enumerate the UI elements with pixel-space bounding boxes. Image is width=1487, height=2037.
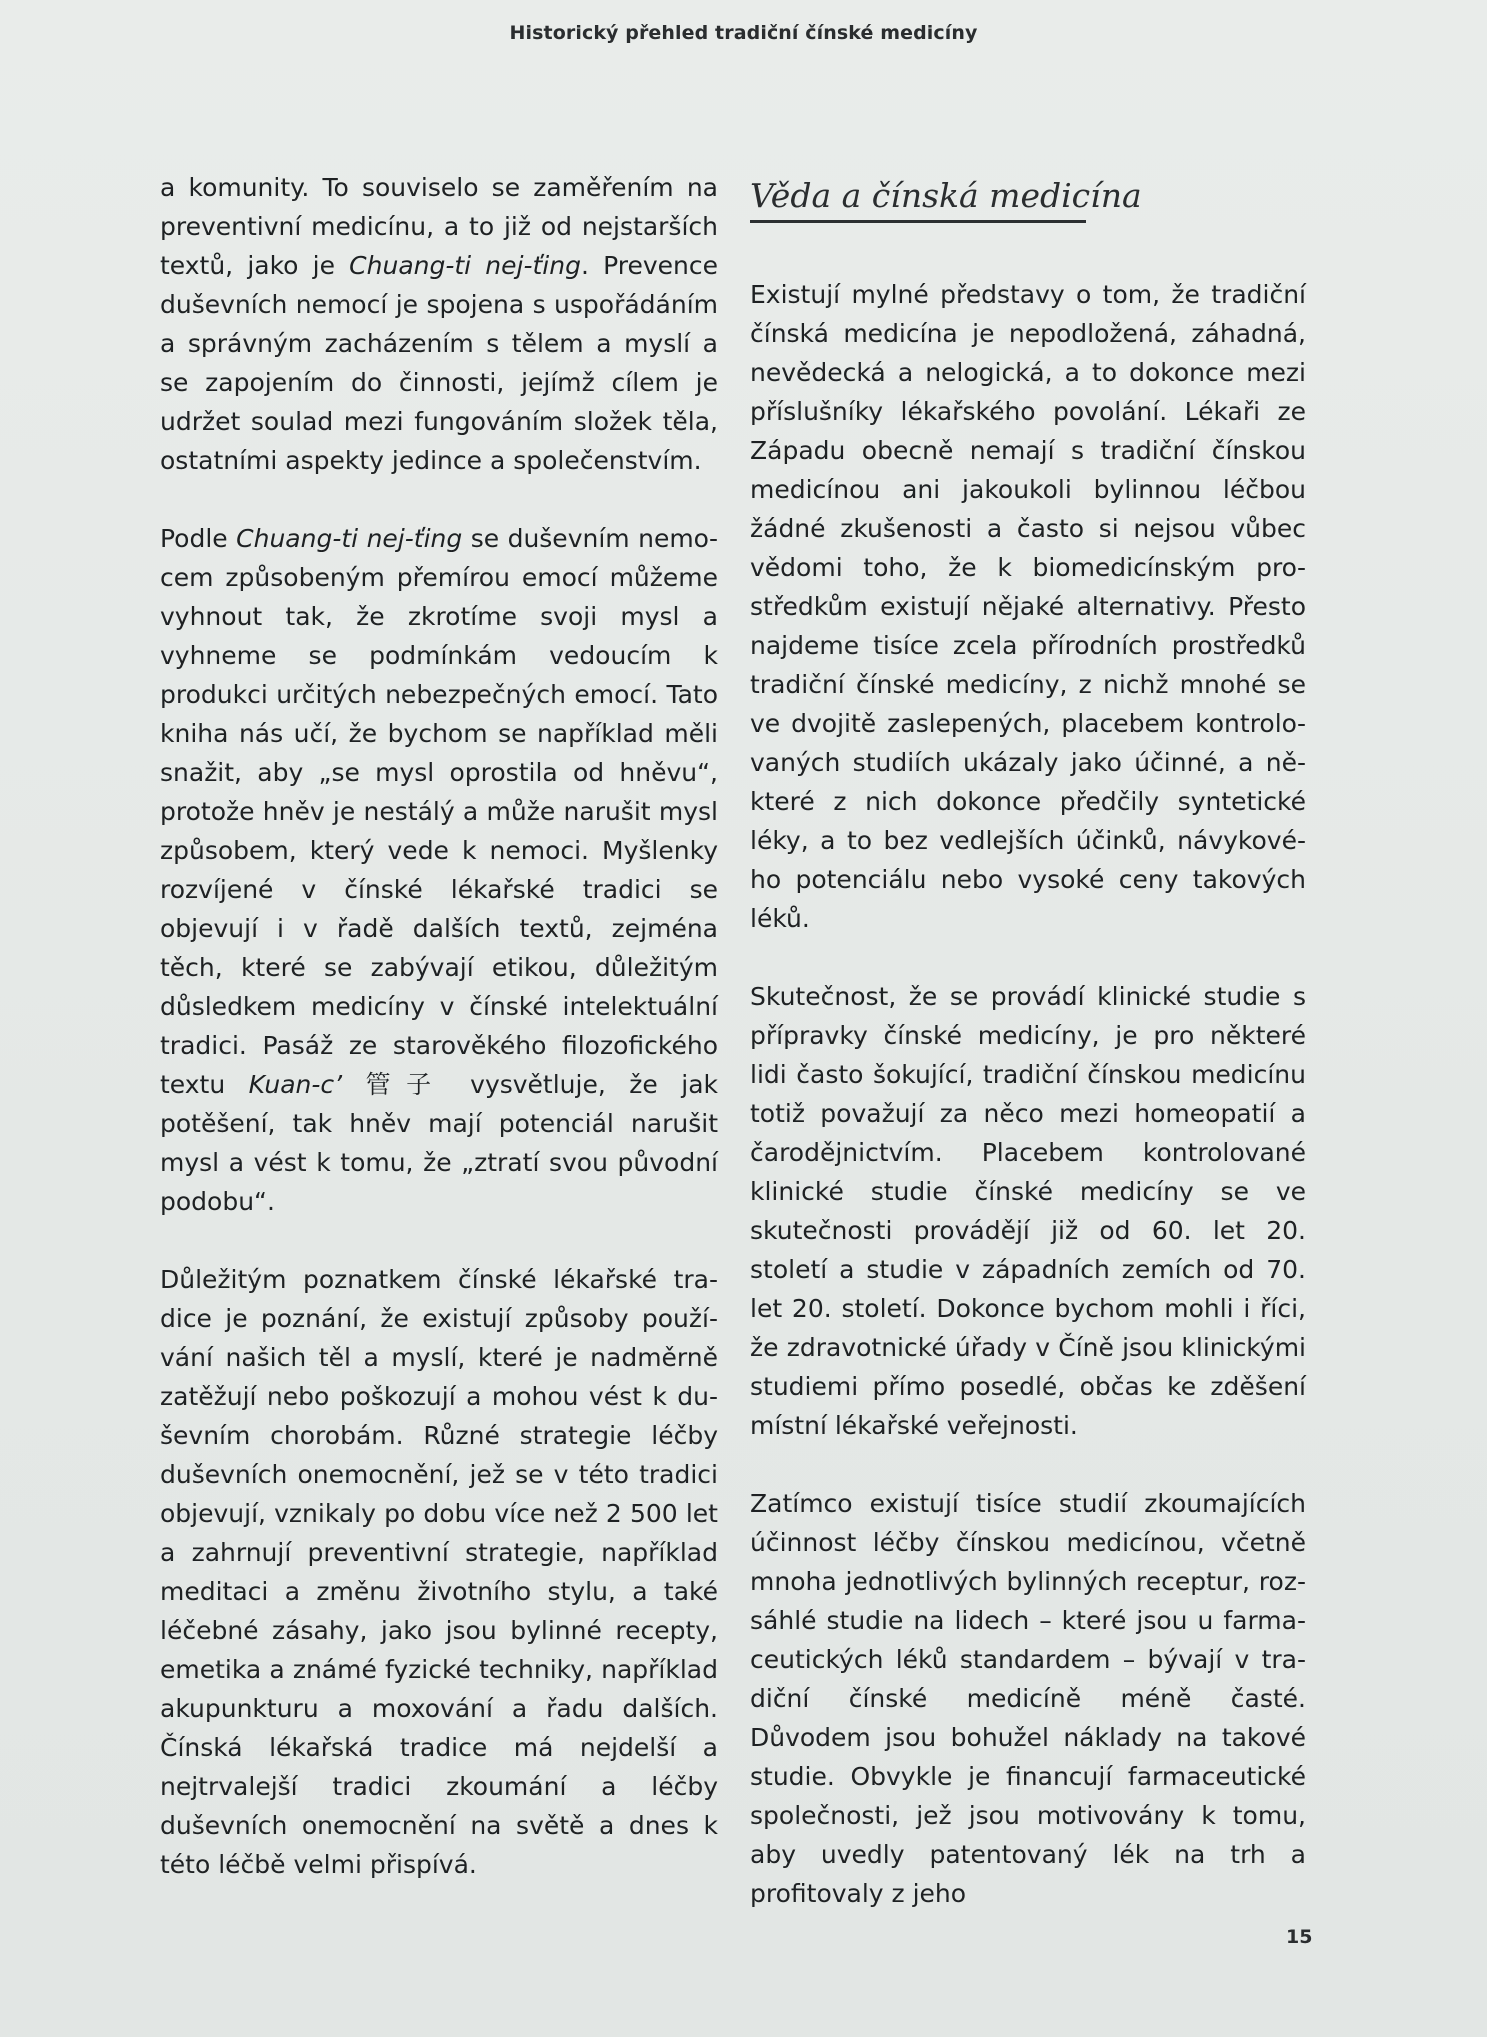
paragraph: Skutečnost, že se provádí klinické studie s přípravky čínské medicíny, je pro některé lidi často šokující, tradiční čínskou medicínu totiž považují za něco mezi homeopatií a čarodějnictvím. Placebem kontrolované klinické studie čínské medicíny se ve skutečnosti provádějí již od 60. let 20. století a studie v západních zemích od 70. let 20. století. Dokonce bychom mohli i říci, že zdravotnické úřady v Číně jsou klinickými studiemi přímo posedlé, občas ke zděšení místní lékařské veřejnosti. bbox=[750, 982, 1306, 1440]
running-header: Historický přehled tradiční čínské medicíny bbox=[509, 22, 978, 44]
left-column bbox=[160, 168, 718, 1884]
book-title-italic: Chuang-ti nej-ťing bbox=[349, 251, 581, 280]
paragraph: Důležitým poznatkem čínské lékařské tradice je poznání, že existují způsoby používání našich těl a myslí, které je nadměrně zatěžují nebo poškozují a mohou vést k duševním chorobám. Různé strategie léčby duševních onemocnění, jež se v této tradici objevují, vznikaly po dobu více než 2 500 let a zahrnují preventivní strategie, například meditaci a změnu životního stylu, a také léčebné zásahy, jako jsou bylinné recepty, emetika a známé fyzické techniky, například akupunkturu a moxování a řadu dalších. Čínská lékařská tradice má nejdelší a nejtrvalejší tradici zkoumání a léčby duševních onemocnění na světě a dnes k této léčbě velmi přispívá. bbox=[160, 1265, 718, 1879]
section-heading bbox=[750, 176, 1142, 223]
paragraph bbox=[160, 519, 718, 1221]
heading-underline bbox=[750, 220, 1086, 223]
book-title-italic: Kuan-c’ bbox=[248, 1070, 343, 1099]
paragraph-text: Podle bbox=[160, 524, 237, 553]
paragraph-text: se duševním nemocem způsobeným přemírou emocí můžeme vyhnout tak, že zkrotíme svoji mysl a vyhneme se podmínkám vedoucím k produkci určitých nebezpečných emocí. Tato kniha nás učí, že bychom se například měli snažit, aby „se mysl oprostila od hněvu“, protože hněv je nestálý a může narušit mysl způsobem, který vede k nemoci. Myšlenky rozvíjené v čínské lékařské tradici se objevují i v řadě dalších textů, zejména těch, které se zabývají etikou, důležitým důsledkem medicíny v čínské intelektuální tradici. Pasáž ze starověkého filozofického textu bbox=[160, 524, 719, 1099]
paragraph-text: vysvětluje, že jak potěšení, tak hněv mají potenciál narušit mysl a vést k tomu, že „ztratí svou původní podobu“. bbox=[160, 1070, 718, 1216]
chinese-characters: 管子 bbox=[365, 1070, 447, 1099]
section-heading-text: Věda a čínská medicína bbox=[750, 176, 1142, 215]
paragraph-text: . Prevence duševních nemocí je spojena s uspořádáním a správným zacházením s tělem a myslí a se zapojením do činnosti, jejímž cílem je udržet soulad mezi fungováním složek těla, ostatními aspekty jedince a společenstvím. bbox=[160, 251, 718, 475]
right-column bbox=[750, 168, 1306, 1913]
page-number: 15 bbox=[1286, 1926, 1313, 1948]
paragraph: Zatímco existují tisíce studií zkoumajících účinnost léčby čínskou medicínou, včetně mnoha jednotlivých bylinných receptur, rozsáhlé studie na lidech – které jsou u farmaceutických léků standardem – bývají v tradiční čínské medicíně méně časté. Důvodem jsou bohužel náklady na takové studie. Obvykle je financují farmaceutické společnosti, jež jsou motivovány k tomu, aby uvedly patentovaný lék na trh a profitovaly z jeho bbox=[750, 1489, 1306, 1908]
book-title-italic: Chuang-ti nej-ťing bbox=[236, 524, 463, 553]
paragraph bbox=[160, 168, 718, 480]
paragraph: Existují mylné představy o tom, že tradiční čínská medicína je nepodložená, záhadná, nevědecká a nelogická, a to dokonce mezi příslušníky lékařského povolání. Lékaři ze Západu obecně nemají s tradiční čínskou medicínou ani jakoukoli bylinnou léčbou žádné zkušenosti a často si nejsou vůbec vědomi toho, že k biomedicínským prostředkům existují nějaké alternativy. Přesto najdeme tisíce zcela přírodních prostředků tradiční čínské medicíny, z nichž mnohé se ve dvojitě zaslepených, placebem kontrolovaných studiích ukázaly jako účinné, a některé z nich dokonce předčily syntetické léky, a to bez vedlejších účinků, návykového potenciálu nebo vysoké ceny takových léků. bbox=[750, 280, 1306, 933]
paragraph-text: a komunity. To souviselo se zaměřením na preventivní medicínu, a to již od nejstarších textů, jako je bbox=[160, 173, 718, 280]
